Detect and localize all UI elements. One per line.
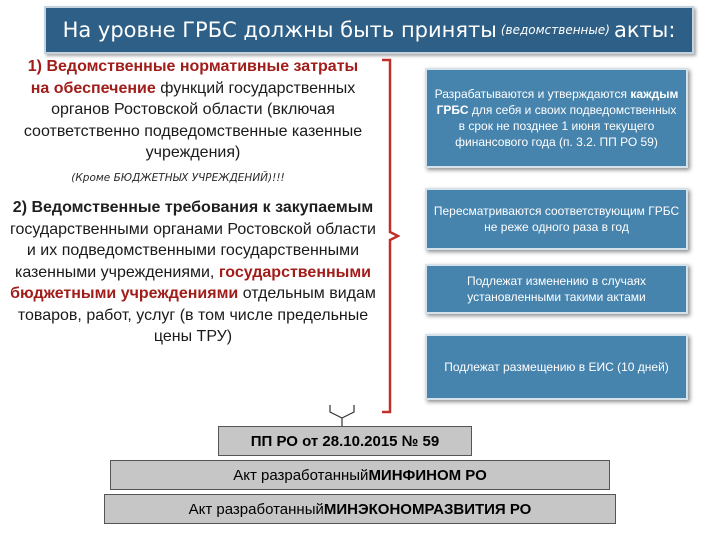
- block1-heading-2: на обеспечение: [30, 79, 156, 97]
- title-end: акты:: [613, 18, 676, 42]
- slide-title: [44, 6, 694, 54]
- change-text: Подлежат изменению в случаях установленными такими актами: [466, 274, 647, 304]
- minfin-bar: [110, 460, 610, 490]
- normative-costs-block: [8, 56, 378, 164]
- publication-text: Подлежат размещению в ЕИС (10 дней): [444, 360, 669, 374]
- block1-body: функций государственных органов Ростовской области (включая соответственно подведомственные казенные учреждения): [23, 79, 363, 161]
- approval-box: [425, 68, 688, 168]
- procurement-requirements-block: [8, 197, 378, 348]
- right-bracket: [380, 56, 400, 416]
- approval-text-b: каждым ГРБС: [436, 87, 679, 117]
- exception-note: (Кроме БЮДЖЕТНЫХ УЧРЕЖДЕНИЙ)!!!: [71, 172, 285, 184]
- minfin-org: МИНФИНОМ РО: [368, 466, 487, 484]
- block2-body-2: отдельным видам товаров, работ, услуг (в том числе предельные цены ТРУ): [17, 285, 376, 345]
- minecon-bar: [104, 494, 616, 524]
- title-small: (ведомственные): [500, 23, 610, 37]
- change-box: [425, 264, 688, 314]
- minecon-org: МИНЭКОНОМРАЗВИТИЯ РО: [323, 500, 532, 518]
- approval-text-c: для себя и своих подведомственных в срок не позднее 1 июня текущего финансового года (п. 3.2. ПП РО 59): [455, 103, 677, 149]
- resolution-bar: [218, 426, 472, 456]
- publication-box: [425, 334, 688, 400]
- resolution-text: ПП РО от 28.10.2015 № 59: [250, 432, 440, 450]
- minecon-pre: Акт разработанный: [188, 500, 324, 518]
- review-text: Пересматриваются соответствующим ГРБС не реже одного раза в год: [433, 204, 680, 234]
- minfin-pre: Акт разработанный: [233, 466, 369, 484]
- block1-heading: 1) Ведомственные нормативные затраты: [27, 58, 359, 75]
- block2-body-1: государственными органами Ростовской области и их подведомственными государственными казенными учреждениями,: [10, 220, 376, 281]
- block2-heading: 2) Ведомственные требования к закупаемым: [12, 199, 374, 216]
- title-main: На уровне ГРБС должны быть приняты: [62, 18, 497, 42]
- review-box: [425, 188, 688, 250]
- approval-text-a: Разрабатываются и утверждаются: [434, 87, 631, 101]
- block2-highlight: государственными бюджетными учреждениями: [10, 263, 371, 302]
